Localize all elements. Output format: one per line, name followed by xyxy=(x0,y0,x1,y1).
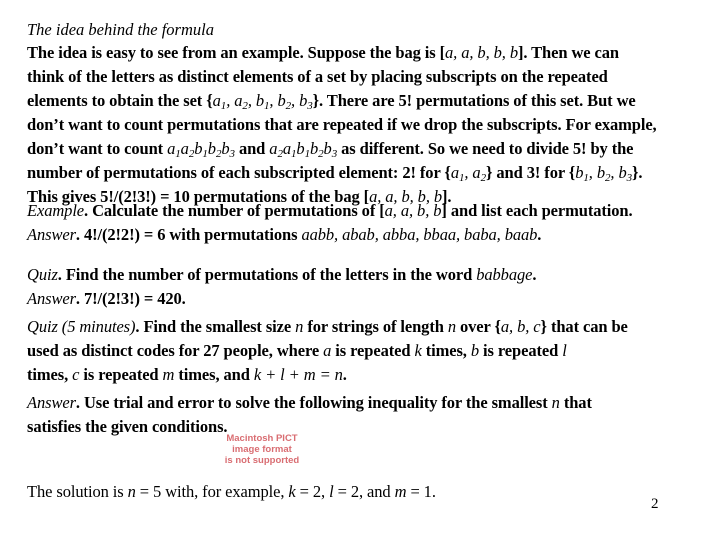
quiz-1-answer: Answer. 7!/(2!3!) = 420. xyxy=(27,289,186,308)
intro-line-5: don’t want to count $a_1a_2b_1b_2b_3$ and $a_2a_1b_1b_2b_3$ as different. So we need to divide 5! by the xyxy=(27,139,634,160)
quiz-2-block xyxy=(27,315,707,439)
placeholder-line-3: is not supported xyxy=(224,455,300,466)
quiz-2-line-2: used as distinct codes for 27 people, where a is repeated k times, b is repeated l xyxy=(27,341,567,360)
intro-line-4: don’t want to count permutations that are repeated if we drop the subscripts. For example, xyxy=(27,115,657,134)
quiz-1-block xyxy=(27,263,707,311)
example-block xyxy=(27,199,707,247)
example-answer: Answer. 4!/(2!2!) = 6 with permutations aabb, abab, abba, bbaa, baba, baab. xyxy=(27,225,542,244)
intro-paragraph xyxy=(27,41,707,209)
intro-line-6: number of permutations of each subscripted element: 2! for {$a_1$, $a_2$} and 3! for {$b_1$, $b_2$, $b_3$}. xyxy=(27,163,643,184)
intro-line-7: This gives 5!/(2!3!) = 10 permutations of the bag [a, a, b, b, b]. xyxy=(27,187,452,206)
quiz-2-line-1: Quiz (5 minutes). Find the smallest size n for strings of length n over {a, b, c} that can be xyxy=(27,317,628,336)
solution-line: The solution is n = 5 with, for example, k = 2, l = 2, and m = 1. xyxy=(27,482,436,501)
intro-line-2: think of the letters as distinct elements of a set by placing subscripts on the repeated xyxy=(27,67,608,86)
intro-line-3: elements to obtain the set {$a_1$, $a_2$, $b_1$, $b_2$, $b_3$}. There are 5! permutations of this set. But we xyxy=(27,91,636,112)
quiz-2-line-3: times, c is repeated m times, and k + l + m = n. xyxy=(27,365,347,384)
placeholder-line-2: image format xyxy=(232,444,292,455)
example-question: Example. Calculate the number of permutations of [a, a, b, b] and list each permutation. xyxy=(27,201,633,220)
section-title: The idea behind the formula xyxy=(27,20,214,39)
unsupported-image-placeholder xyxy=(220,433,304,466)
intro-line-1: The idea is easy to see from an example. Suppose the bag is [a, a, b, b, b]. Then we can xyxy=(27,43,619,62)
quiz-2-answer-line-2: satisfies the given conditions. xyxy=(27,417,228,436)
quiz-1-question: Quiz. Find the number of permutations of the letters in the word babbage. xyxy=(27,265,537,284)
page-number: 2 xyxy=(651,496,659,512)
quiz-2-answer-line-1: Answer. Use trial and error to solve the following inequality for the smallest n that xyxy=(27,393,592,412)
placeholder-line-1: Macintosh PICT xyxy=(226,433,298,444)
